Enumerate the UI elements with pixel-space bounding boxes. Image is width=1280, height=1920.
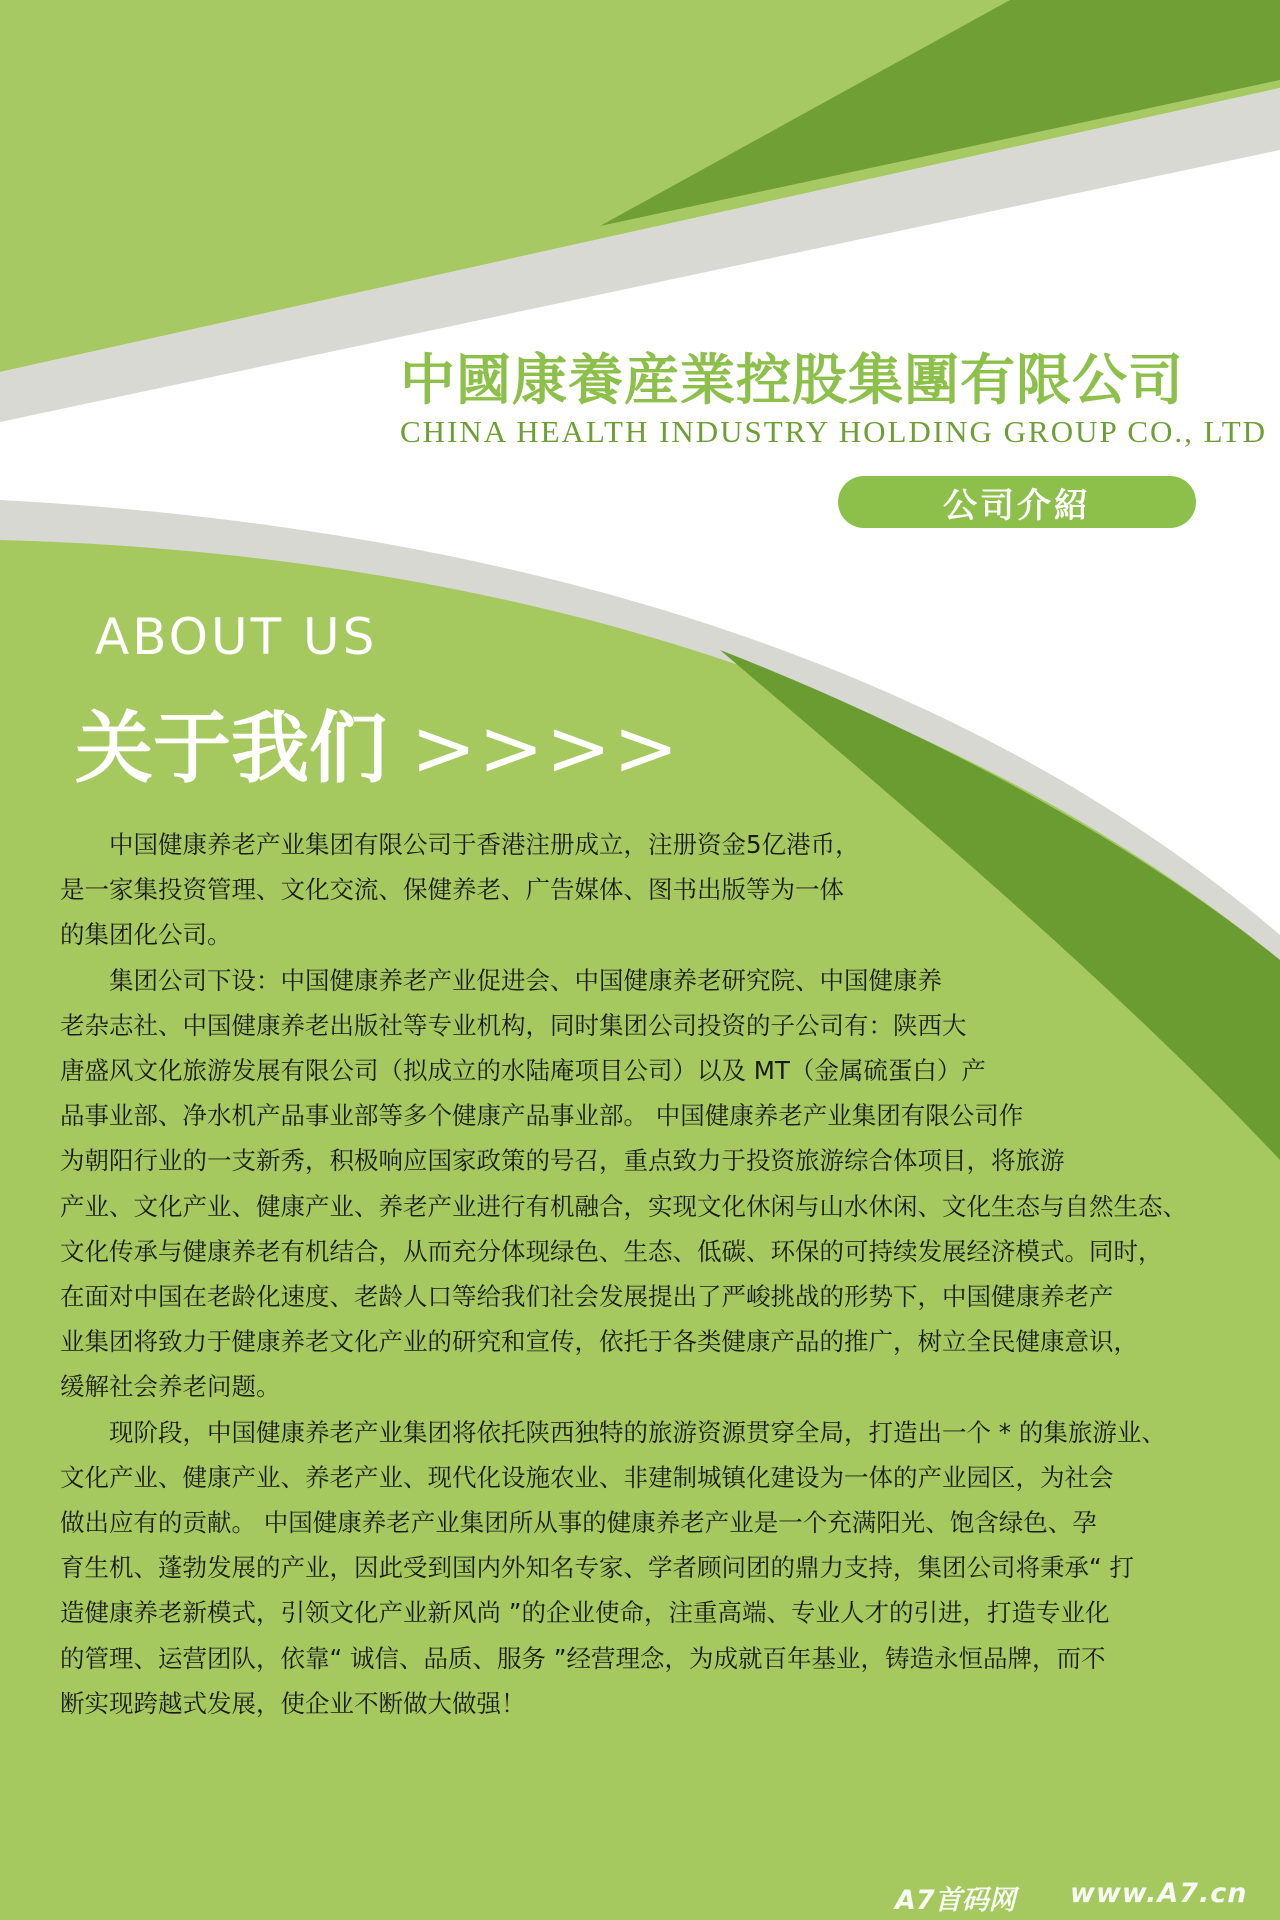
body-line: 现阶段，中国健康养老产业集团将依托陕西独特的旅游资源贯穿全局，打造出一个 * 的集旅游业、: [60, 1417, 1166, 1447]
body-line: 业集团将致力于健康养老文化产业的研究和宣传，依托于各类健康产品的推广，树立全民健康意识，: [60, 1327, 1138, 1357]
body-line: 断实现跨越式发展，使企业不断做大做强！: [60, 1688, 526, 1718]
watermark-url: www.A7.cn: [1070, 1878, 1248, 1909]
company-name-english: CHINA HEALTH INDUSTRY HOLDING GROUP CO., LTD: [400, 414, 1268, 449]
body-line: 老杂志社、中国健康养老出版社等专业机构，同时集团公司投资的子公司有：陕西大: [60, 1010, 967, 1040]
body-line: 造健康养老新模式，引领文化产业新风尚 ”的企业使命，注重高端、专业人才的引进，打造专业化: [60, 1598, 1110, 1628]
body-line: 缓解社会养老问题。: [60, 1372, 281, 1402]
body-line: 的管理、运营团队，依靠“ 诚信、品质、服务 ”经营理念，为成就百年基业，铸造永恒品牌，而不: [60, 1643, 1106, 1673]
company-name-chinese: 中國康養産業控股集團有限公司: [400, 348, 1185, 412]
about-us-heading-chinese: [75, 686, 680, 798]
body-line: 中国健康养老产业集团有限公司于香港注册成立，注册资金5亿港币，: [60, 830, 860, 859]
about-us-heading-english: ABOUT US: [95, 608, 378, 666]
body-line: 集团公司下设：中国健康养老产业促进会、中国健康养老研究院、中国健康养: [60, 965, 942, 995]
watermark-site-name: A7首码网: [895, 1885, 1016, 1916]
company-intro-badge: [838, 476, 1196, 528]
body-line: 品事业部、净水机产品事业部等多个健康产品事业部。 中国健康养老产业集团有限公司作: [60, 1101, 1024, 1131]
body-line: 文化传承与健康养老有机结合，从而充分体现绿色、生态、低碳、环保的可持续发展经济模式。同时，: [60, 1236, 1163, 1266]
body-line: 做出应有的贡献。 中国健康养老产业集团所从事的健康养老产业是一个充满阳光、饱含绿色、孕: [60, 1508, 1097, 1538]
body-line: 为朝阳行业的一支新秀，积极响应国家政策的号召，重点致力于投资旅游综合体项目，将旅游: [60, 1146, 1065, 1176]
about-us-title: 关于我们: [75, 704, 388, 794]
company-intro-label: 公司介紹: [943, 485, 1091, 526]
body-line: 唐盛风文化旅游发展有限公司（拟成立的水陆庵项目公司）以及 MT（金属硫蛋白）产: [60, 1056, 986, 1086]
body-line: 育生机、蓬勃发展的产业，因此受到国内外知名专家、学者顾问团的鼎力支持，集团公司将秉承“ 打: [60, 1553, 1134, 1583]
body-line: 是一家集投资管理、文化交流、保健养老、广告媒体、图书出版等为一体: [60, 875, 844, 905]
body-line: 产业、文化产业、健康产业、养老产业进行有机融合，实现文化休闲与山水休闲、文化生态与自然生态、: [60, 1191, 1187, 1221]
arrows-decoration: >>>>: [411, 704, 681, 794]
body-line: 文化产业、健康产业、养老产业、现代化设施农业、非建制城镇化建设为一体的产业园区，为社会: [60, 1462, 1114, 1492]
body-line: 在面对中国在老龄化速度、老龄人口等给我们社会发展提出了严峻挑战的形势下，中国健康养老产: [60, 1282, 1114, 1312]
company-description: [60, 822, 1260, 1726]
body-line: 的集团化公司。: [60, 920, 232, 950]
